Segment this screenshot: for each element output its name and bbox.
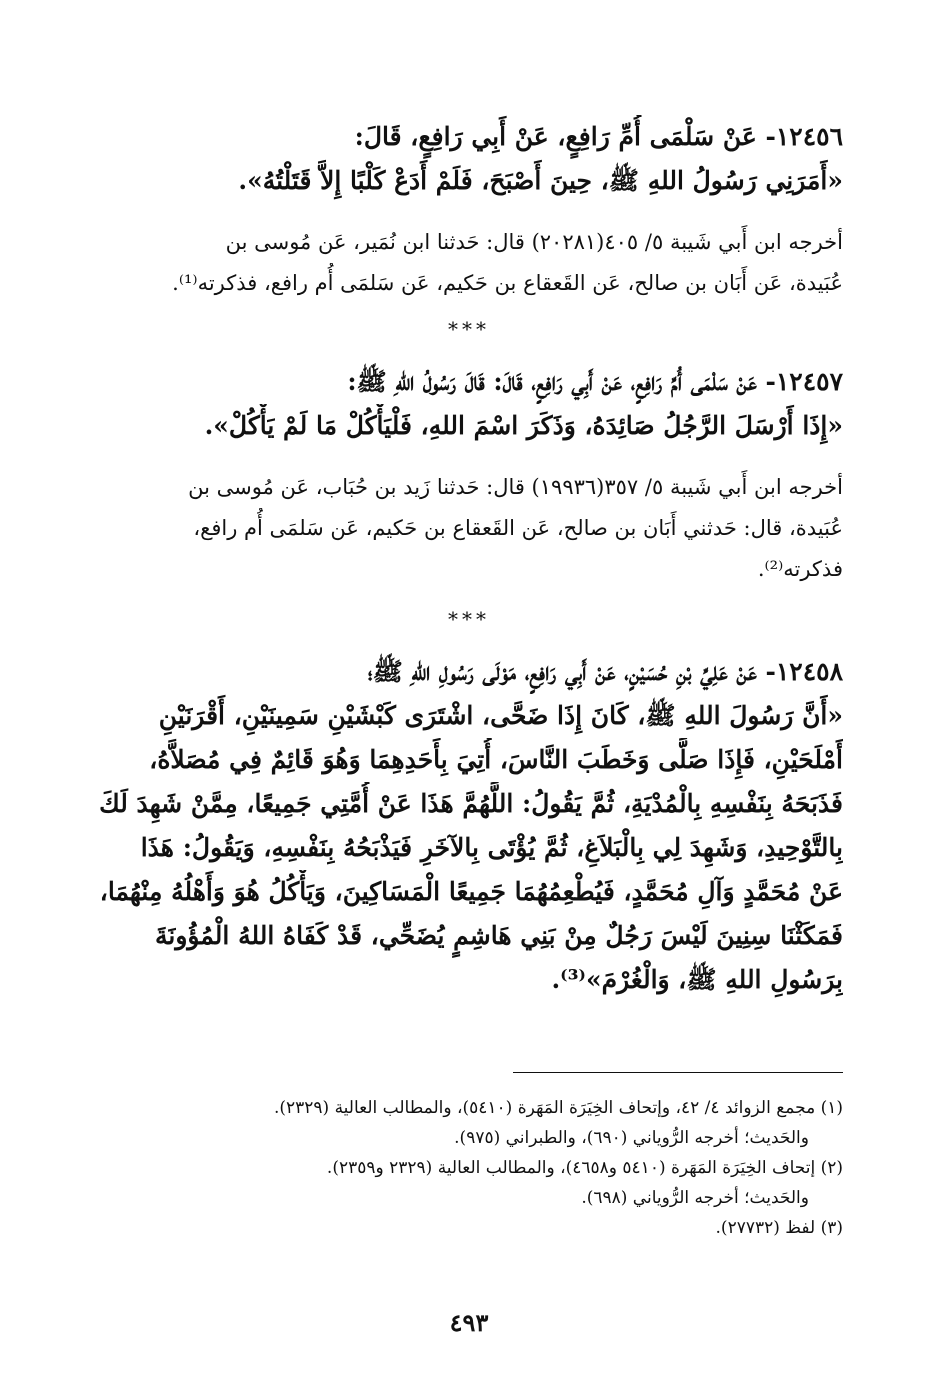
hadith-line: فَمَكَثْنَا سِنِينَ لَيْسَ رَجُلٌ مِنْ بَنِي هَاشِمٍ يُضَحِّي، قَدْ كَفَاهُ اللهُ الْمُؤُونَةَ <box>155 921 843 950</box>
section-separator: *** <box>448 317 490 341</box>
footnote-3: (٣) لفظ (٢٧٧٣٢). <box>715 1218 843 1238</box>
takhrij-line: عُبَيدة، عَن أَبَان بن صالح، عَن القَعقاع بن حَكيم، عَن سَلمَى أُم رافع، فذكرته⁽¹⁾. <box>172 271 843 295</box>
section-separator: *** <box>448 607 490 631</box>
hadith-12457 <box>95 360 843 448</box>
footnotes <box>95 1093 843 1243</box>
takhrij-12456 <box>95 222 843 304</box>
hadith-line: أَمْلَحَيْنِ، فَإِذَا صَلَّى وَخَطَبَ النَّاسَ، أُتِيَ بِأَحَدِهِمَا وَهُوَ قَائِمٌ فِي مُصَلاَّهُ، <box>149 745 843 774</box>
footnote-2-continuation: والحَديث؛ أخرجه الرُّوياني (٦٩٨). <box>581 1188 809 1208</box>
hadith-line: ١٢٤٥٨- عَنْ عَلِيِّ بْنِ حُسَيْنٍ، عَنْ أَبِي رَافِعٍ، مَوْلَى رَسُولِ اللهِ ﷺ؛ <box>367 657 843 686</box>
footnote-1-continuation: والحَديث؛ أخرجه الرُّوياني (٦٩٠)، والطبراني (٩٧٥). <box>454 1128 809 1148</box>
footnote-divider <box>513 1072 843 1073</box>
hadith-line: بِالتَّوْحِيدِ، وَشَهِدَ لِي بِالْبَلاَغِ، ثُمَّ يُؤْتَى بِالآخَرِ فَيَذْبَحُهُ بِنَفْسِهِ، وَيَقُولُ: هَذَا <box>140 833 843 862</box>
hadith-line: عَنْ مُحَمَّدٍ وَآلِ مُحَمَّدٍ، فَيُطْعِمُهُمَا جَمِيعًا الْمَسَاكِينَ، وَيَأْكُلُ هُوَ وَأَهْلُهُ مِنْهُمَا، <box>99 877 843 906</box>
footnote-2: (٢) إتحاف الخِيَرَة المَهَرة (٥٤١٠ و٤٦٥٨)، والمطالب العالية (٢٣٢٩ و٢٣٥٩). <box>326 1158 843 1178</box>
hadith-12458 <box>95 650 843 1002</box>
hadith-line: «أَنَّ رَسُولَ اللهِ ﷺ، كَانَ إِذَا ضَحَّى، اشْتَرَى كَبْشَيْنِ سَمِينَيْنِ، أَقْرَنَيْنِ <box>158 701 843 730</box>
page-number: ٤٩٣ <box>449 1308 489 1337</box>
hadith-line: بِرَسُولِ اللهِ ﷺ، وَالْغُرْمَ»⁽³⁾. <box>551 965 843 994</box>
hadith-line: «إِذَا أَرْسَلَ الرَّجُلُ صَائِدَهُ، وَذَكَرَ اسْمَ اللهِ، فَلْيَأْكُلْ مَا لَمْ يَأْكُلْ». <box>204 411 843 440</box>
takhrij-line: عُبَيدة، قال: حَدثني أَبَان بن صالح، عَن القَعقاع بن حَكيم، عَن سَلمَى أُم رافع، <box>193 516 843 540</box>
hadith-line: ١٢٤٥٧- عَنْ سَلْمَى أُمِّ رَافِعٍ، عَنْ أَبِي رَافِعٍ، قَالَ: قَالَ رَسُولُ اللهِ ﷺ: <box>347 367 843 396</box>
footnote-1: (١) مجمع الزوائد ٤/ ٤٢، وإتحاف الخِيَرَة المَهَرة (٥٤١٠)، والمطالب العالية (٢٣٢٩). <box>273 1098 843 1118</box>
takhrij-line: فذكرته⁽²⁾. <box>757 557 843 581</box>
takhrij-12457 <box>95 467 843 590</box>
hadith-line: فَذَبَحَهُ بِنَفْسِهِ بِالْمُدْيَةِ، ثُمَّ يَقُولُ: اللَّهُمَّ هَذَا عَنْ أُمَّتِي جَمِيعًا، مِمَّنْ شَهِدَ لَكَ <box>99 789 843 818</box>
takhrij-line: أخرجه ابن أَبي شَيبة ٥/ ٣٥٧(١٩٩٣٦) قال: حَدثنا زَيد بن حُبَاب، عَن مُوسى بن <box>188 475 843 499</box>
hadith-12456 <box>95 115 843 203</box>
hadith-line: «أَمَرَنِي رَسُولُ اللهِ ﷺ، حِينَ أَصْبَحَ، فَلَمْ أَدَعْ كَلْبًا إِلاَّ قَتَلْتُهُ». <box>238 166 843 195</box>
hadith-line: ١٢٤٥٦- عَنْ سَلْمَى أُمِّ رَافِعٍ، عَنْ أَبِي رَافِعٍ، قَالَ: <box>354 122 843 151</box>
takhrij-line: أخرجه ابن أَبي شَيبة ٥/ ٤٠٥(٢٠٢٨١) قال: حَدثنا ابن نُمَير، عَن مُوسى بن <box>225 230 843 254</box>
